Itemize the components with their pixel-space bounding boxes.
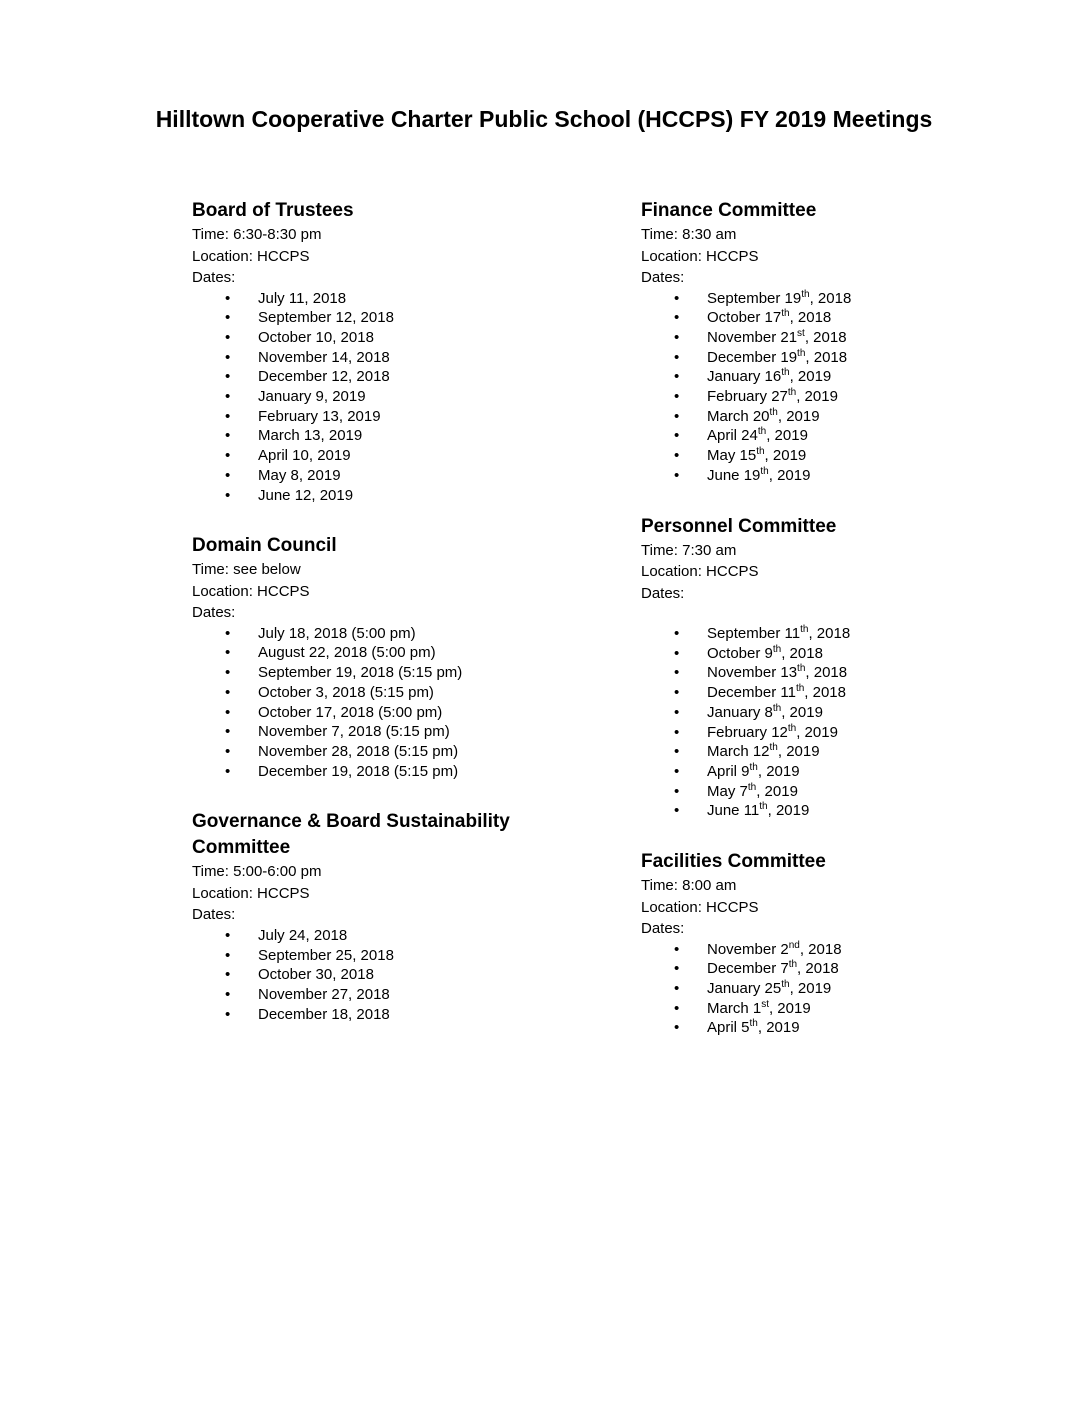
date-item: • May 7th, 2019 xyxy=(641,782,1009,802)
date-item: • July 11, 2018 xyxy=(192,289,560,309)
date-item: • November 28, 2018 (5:15 pm) xyxy=(192,742,560,762)
date-item: • November 21st, 2018 xyxy=(641,328,1009,348)
date-item: • March 13, 2019 xyxy=(192,426,560,446)
date-item: • November 13th, 2018 xyxy=(641,663,1009,683)
date-item: • March 12th, 2019 xyxy=(641,742,1009,762)
date-item: • May 15th, 2019 xyxy=(641,446,1009,466)
location-line: Location: HCCPS xyxy=(192,582,310,600)
date-item: • March 20th, 2019 xyxy=(641,407,1009,427)
dates-list xyxy=(192,624,560,782)
time-line: Time: see below xyxy=(192,561,301,579)
ordinal-suffix: nd xyxy=(788,939,800,951)
date-item: • October 30, 2018 xyxy=(192,965,560,985)
date-item: • April 9th, 2019 xyxy=(641,762,1009,782)
date-item: • July 18, 2018 (5:00 pm) xyxy=(192,624,560,644)
section-heading: Finance Committee xyxy=(641,200,817,221)
dates-label: Dates: xyxy=(641,584,685,602)
ordinal-suffix: th xyxy=(800,624,809,636)
ordinal-suffix: th xyxy=(795,683,805,695)
ordinal-suffix: th xyxy=(787,387,797,399)
ordinal-suffix: th xyxy=(772,643,782,655)
ordinal-suffix: th xyxy=(781,978,790,990)
section-heading: Personnel Committee xyxy=(641,515,837,537)
section-heading: Committee xyxy=(192,837,291,859)
ordinal-suffix: th xyxy=(797,663,806,675)
location-line: Location: HCCPS xyxy=(192,884,310,902)
date-item: • November 27, 2018 xyxy=(192,985,560,1005)
time-line: Time: 6:30-8:30 pm xyxy=(192,226,322,243)
ordinal-suffix: th xyxy=(781,367,790,379)
date-item: • February 27th, 2019 xyxy=(641,387,1009,407)
time-line: Time: 5:00-6:00 pm xyxy=(192,863,322,881)
section-finance-committee xyxy=(641,198,1009,486)
dates-label: Dates: xyxy=(192,906,236,924)
date-item: • July 24, 2018 xyxy=(192,926,560,946)
date-item: • October 10, 2018 xyxy=(192,328,560,348)
ordinal-suffix: th xyxy=(749,761,758,773)
dates-label: Dates: xyxy=(192,269,236,286)
date-item: • February 13, 2019 xyxy=(192,407,560,427)
date-item: • October 17th, 2018 xyxy=(641,308,1009,328)
date-item: • June 11th, 2019 xyxy=(641,801,1009,821)
date-item: • October 17, 2018 (5:00 pm) xyxy=(192,703,560,723)
date-item: • September 12, 2018 xyxy=(192,308,560,328)
ordinal-suffix: th xyxy=(757,426,767,438)
ordinal-suffix: th xyxy=(787,722,797,734)
date-item: • October 9th, 2018 xyxy=(641,644,1009,664)
date-item: • December 19, 2018 (5:15 pm) xyxy=(192,762,560,782)
page-title: Hilltown Cooperative Charter Public School (HCCPS) FY 2019 Meetings xyxy=(155,106,933,132)
location-line: Location: HCCPS xyxy=(641,563,759,581)
location-line: Location: HCCPS xyxy=(192,247,310,265)
ordinal-suffix: th xyxy=(801,288,810,300)
section-heading: Facilities Committee xyxy=(641,851,826,873)
ordinal-suffix: th xyxy=(760,465,769,477)
section-heading: Domain Council xyxy=(192,535,337,557)
date-item: • December 18, 2018 xyxy=(192,1005,560,1025)
date-item: • November 14, 2018 xyxy=(192,348,560,368)
dates-list xyxy=(641,940,1009,1039)
time-line: Time: 7:30 am xyxy=(641,541,737,559)
left-column xyxy=(192,198,560,1052)
dates-list xyxy=(192,289,560,506)
ordinal-suffix: th xyxy=(788,959,798,971)
ordinal-suffix: th xyxy=(747,781,757,793)
date-item: • November 2nd, 2018 xyxy=(641,940,1009,960)
date-item: • December 7th, 2018 xyxy=(641,959,1009,979)
date-item: • September 11th, 2018 xyxy=(641,624,1009,644)
date-item: • February 12th, 2019 xyxy=(641,723,1009,743)
location-line: Location: HCCPS xyxy=(641,247,759,265)
ordinal-suffix: th xyxy=(749,1018,758,1030)
ordinal-suffix: th xyxy=(769,406,778,418)
dates-list xyxy=(641,289,1009,486)
section-heading: Board of Trustees xyxy=(192,200,354,221)
section-governance-board-sustainability-committee xyxy=(192,809,560,1024)
dates-label: Dates: xyxy=(641,269,685,286)
dates-label: Dates: xyxy=(192,604,236,622)
section-heading: Governance & Board Sustainability xyxy=(192,811,510,833)
time-line: Time: 8:30 am xyxy=(641,226,737,243)
ordinal-suffix: th xyxy=(769,742,778,754)
ordinal-suffix: th xyxy=(781,308,790,320)
ordinal-suffix: th xyxy=(772,702,782,714)
section-personnel-committee xyxy=(641,514,1009,822)
dates-label: Dates: xyxy=(641,920,685,938)
date-item: • April 24th, 2019 xyxy=(641,426,1009,446)
date-item: • August 22, 2018 (5:00 pm) xyxy=(192,643,560,663)
ordinal-suffix: st xyxy=(761,998,769,1010)
location-line: Location: HCCPS xyxy=(641,898,759,916)
date-item: • January 8th, 2019 xyxy=(641,703,1009,723)
date-item: • January 9, 2019 xyxy=(192,387,560,407)
date-item: • September 19th, 2018 xyxy=(641,289,1009,309)
date-item: • November 7, 2018 (5:15 pm) xyxy=(192,722,560,742)
ordinal-suffix: st xyxy=(797,327,805,339)
section-facilities-committee xyxy=(641,849,1009,1038)
right-column xyxy=(641,198,1009,1066)
date-item: • September 25, 2018 xyxy=(192,946,560,966)
date-item: • April 5th, 2019 xyxy=(641,1018,1009,1038)
date-item: • September 19, 2018 (5:15 pm) xyxy=(192,663,560,683)
date-item: • May 8, 2019 xyxy=(192,466,560,486)
date-item: • December 11th, 2018 xyxy=(641,683,1009,703)
dates-list xyxy=(192,926,560,1025)
date-item: • October 3, 2018 (5:15 pm) xyxy=(192,683,560,703)
time-line: Time: 8:00 am xyxy=(641,877,737,895)
ordinal-suffix: th xyxy=(797,347,806,359)
date-item: • June 12, 2019 xyxy=(192,486,560,506)
date-item: • March 1st, 2019 xyxy=(641,999,1009,1019)
dates-list xyxy=(641,624,1009,821)
ordinal-suffix: th xyxy=(759,801,768,813)
date-item: • June 19th, 2019 xyxy=(641,466,1009,486)
section-domain-council xyxy=(192,533,560,781)
section-board-of-trustees xyxy=(192,198,560,505)
date-item: • December 12, 2018 xyxy=(192,367,560,387)
date-item: • January 25th, 2019 xyxy=(641,979,1009,999)
date-item: • January 16th, 2019 xyxy=(641,367,1009,387)
ordinal-suffix: th xyxy=(756,446,765,458)
date-item: • December 19th, 2018 xyxy=(641,348,1009,368)
date-item: • April 10, 2019 xyxy=(192,446,560,466)
